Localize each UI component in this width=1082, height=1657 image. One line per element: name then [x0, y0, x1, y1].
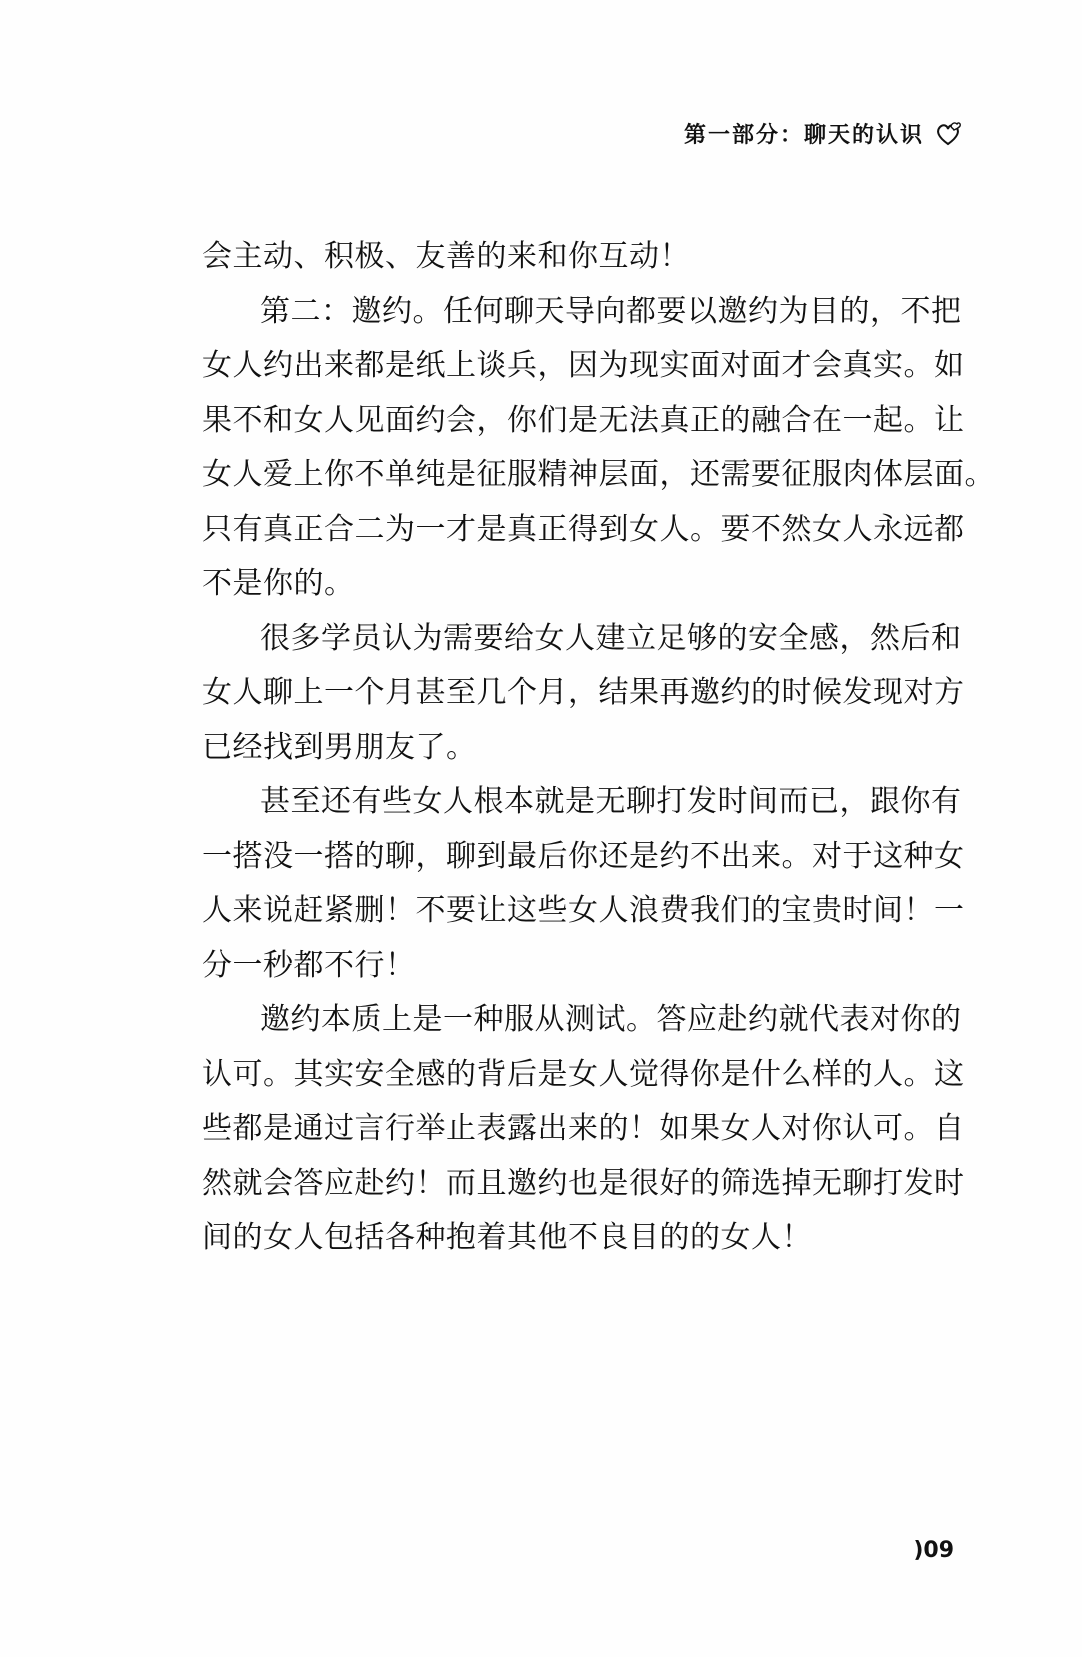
- running-head-title: 第一部分：聊天的认识: [683, 123, 924, 148]
- text-line: 甚至还有些女人根本就是无聊打发时间而已，跟你有: [260, 784, 962, 819]
- text-line: 会主动、积极、友善的来和你互动！: [202, 239, 690, 274]
- text-line: 不是你的。: [202, 566, 355, 601]
- text-line: 女人聊上一个月甚至几个月，结果再邀约的时候发现对方: [202, 675, 965, 710]
- text-line: 邀约本质上是一种服从测试。答应赴约就代表对你的: [260, 1002, 962, 1037]
- text-line: 然就会答应赴约！而且邀约也是很好的筛选掉无聊打发时: [202, 1165, 965, 1201]
- text-line: 一搭没一搭的聊，聊到最后你还是约不出来。对于这种女: [202, 838, 965, 874]
- text-line: 间的女人包括各种抱着其他不良目的的女人！: [202, 1220, 812, 1255]
- text-line: 人来说赶紧删！不要让这些女人浪费我们的宝贵时间！一: [202, 893, 965, 928]
- text-line: 认可。其实安全感的背后是女人觉得你是什么样的人。这: [202, 1056, 965, 1092]
- heart-icon: [934, 120, 962, 148]
- text-line: 分一秒都不行！: [202, 947, 416, 983]
- text-line: 已经找到男朋友了。: [202, 729, 477, 765]
- text-line: 很多学员认为需要给女人建立足够的安全感，然后和: [260, 620, 962, 656]
- text-line: 些都是通过言行举止表露出来的！如果女人对你认可。自: [202, 1111, 965, 1146]
- text-line: 女人爱上你不单纯是征服精神层面，还需要征服肉体层面。: [202, 457, 995, 492]
- body-text: [202, 230, 995, 1266]
- running-head: [684, 118, 962, 149]
- text-line: 第二：邀约。任何聊天导向都要以邀约为目的，不把: [260, 293, 962, 329]
- text-line: 果不和女人见面约会，你们是无法真正的融合在一起。让: [202, 402, 965, 438]
- page-number: )09: [913, 1538, 954, 1563]
- text-line: 女人约出来都是纸上谈兵，因为现实面对面才会真实。如: [202, 348, 965, 383]
- text-line: 只有真正合二为一才是真正得到女人。要不然女人永远都: [202, 511, 965, 547]
